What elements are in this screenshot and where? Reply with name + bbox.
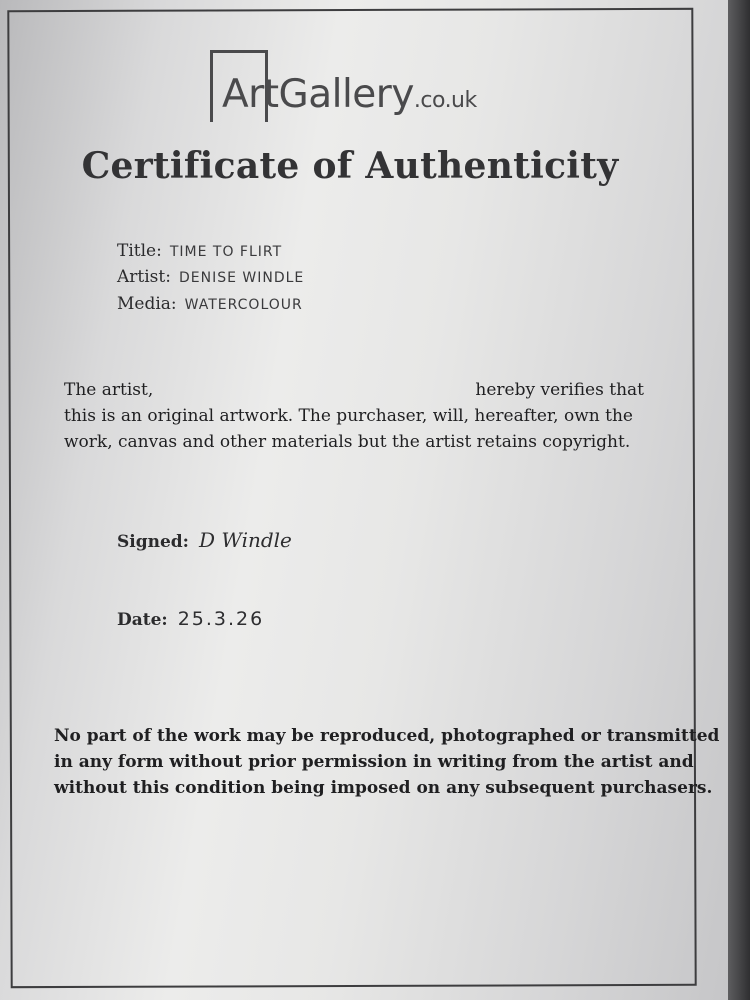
notice-line-1: No part of the work may be reproduced, photographed or transmitted xyxy=(54,726,720,746)
artist-field xyxy=(117,267,304,287)
background-surface xyxy=(728,0,750,1000)
artgallery-logo xyxy=(210,50,530,130)
logo-suffix: .co.uk xyxy=(413,88,477,113)
authenticity-statement xyxy=(64,377,644,455)
notice-line-2: in any form without prior permission in writing from the artist and xyxy=(54,752,694,772)
certificate-title: Certificate of Authenticity xyxy=(81,145,619,187)
date-label: Date: xyxy=(117,610,168,630)
statement-end: hereby verifies that xyxy=(475,380,644,400)
title-label: Title: xyxy=(117,241,162,261)
media-label: Media: xyxy=(117,294,177,314)
title-field xyxy=(117,241,282,261)
artist-label: Artist: xyxy=(117,267,171,287)
statement-line-1 xyxy=(64,377,644,403)
title-value: TIME TO FLIRT xyxy=(169,244,283,260)
statement-start: The artist, xyxy=(64,380,154,400)
date-value: 25.3.26 xyxy=(177,608,265,630)
date-row xyxy=(117,608,264,630)
signed-label: Signed: xyxy=(117,532,189,552)
logo-brand: ArtGallery xyxy=(222,72,414,117)
copyright-notice xyxy=(54,723,720,801)
artist-value: DENISE WINDLE xyxy=(178,270,305,286)
statement-line-3: work, canvas and other materials but the artist retains copyright. xyxy=(64,432,631,452)
logo-text xyxy=(222,72,477,117)
signature-value: D Windle xyxy=(198,528,292,552)
notice-line-3: without this condition being imposed on any subsequent purchasers. xyxy=(54,778,713,798)
media-field xyxy=(117,294,303,314)
statement-line-2: this is an original artwork. The purchaser, will, hereafter, own the xyxy=(64,406,633,426)
media-value: WATERCOLOUR xyxy=(184,297,303,313)
signed-row xyxy=(117,528,292,552)
